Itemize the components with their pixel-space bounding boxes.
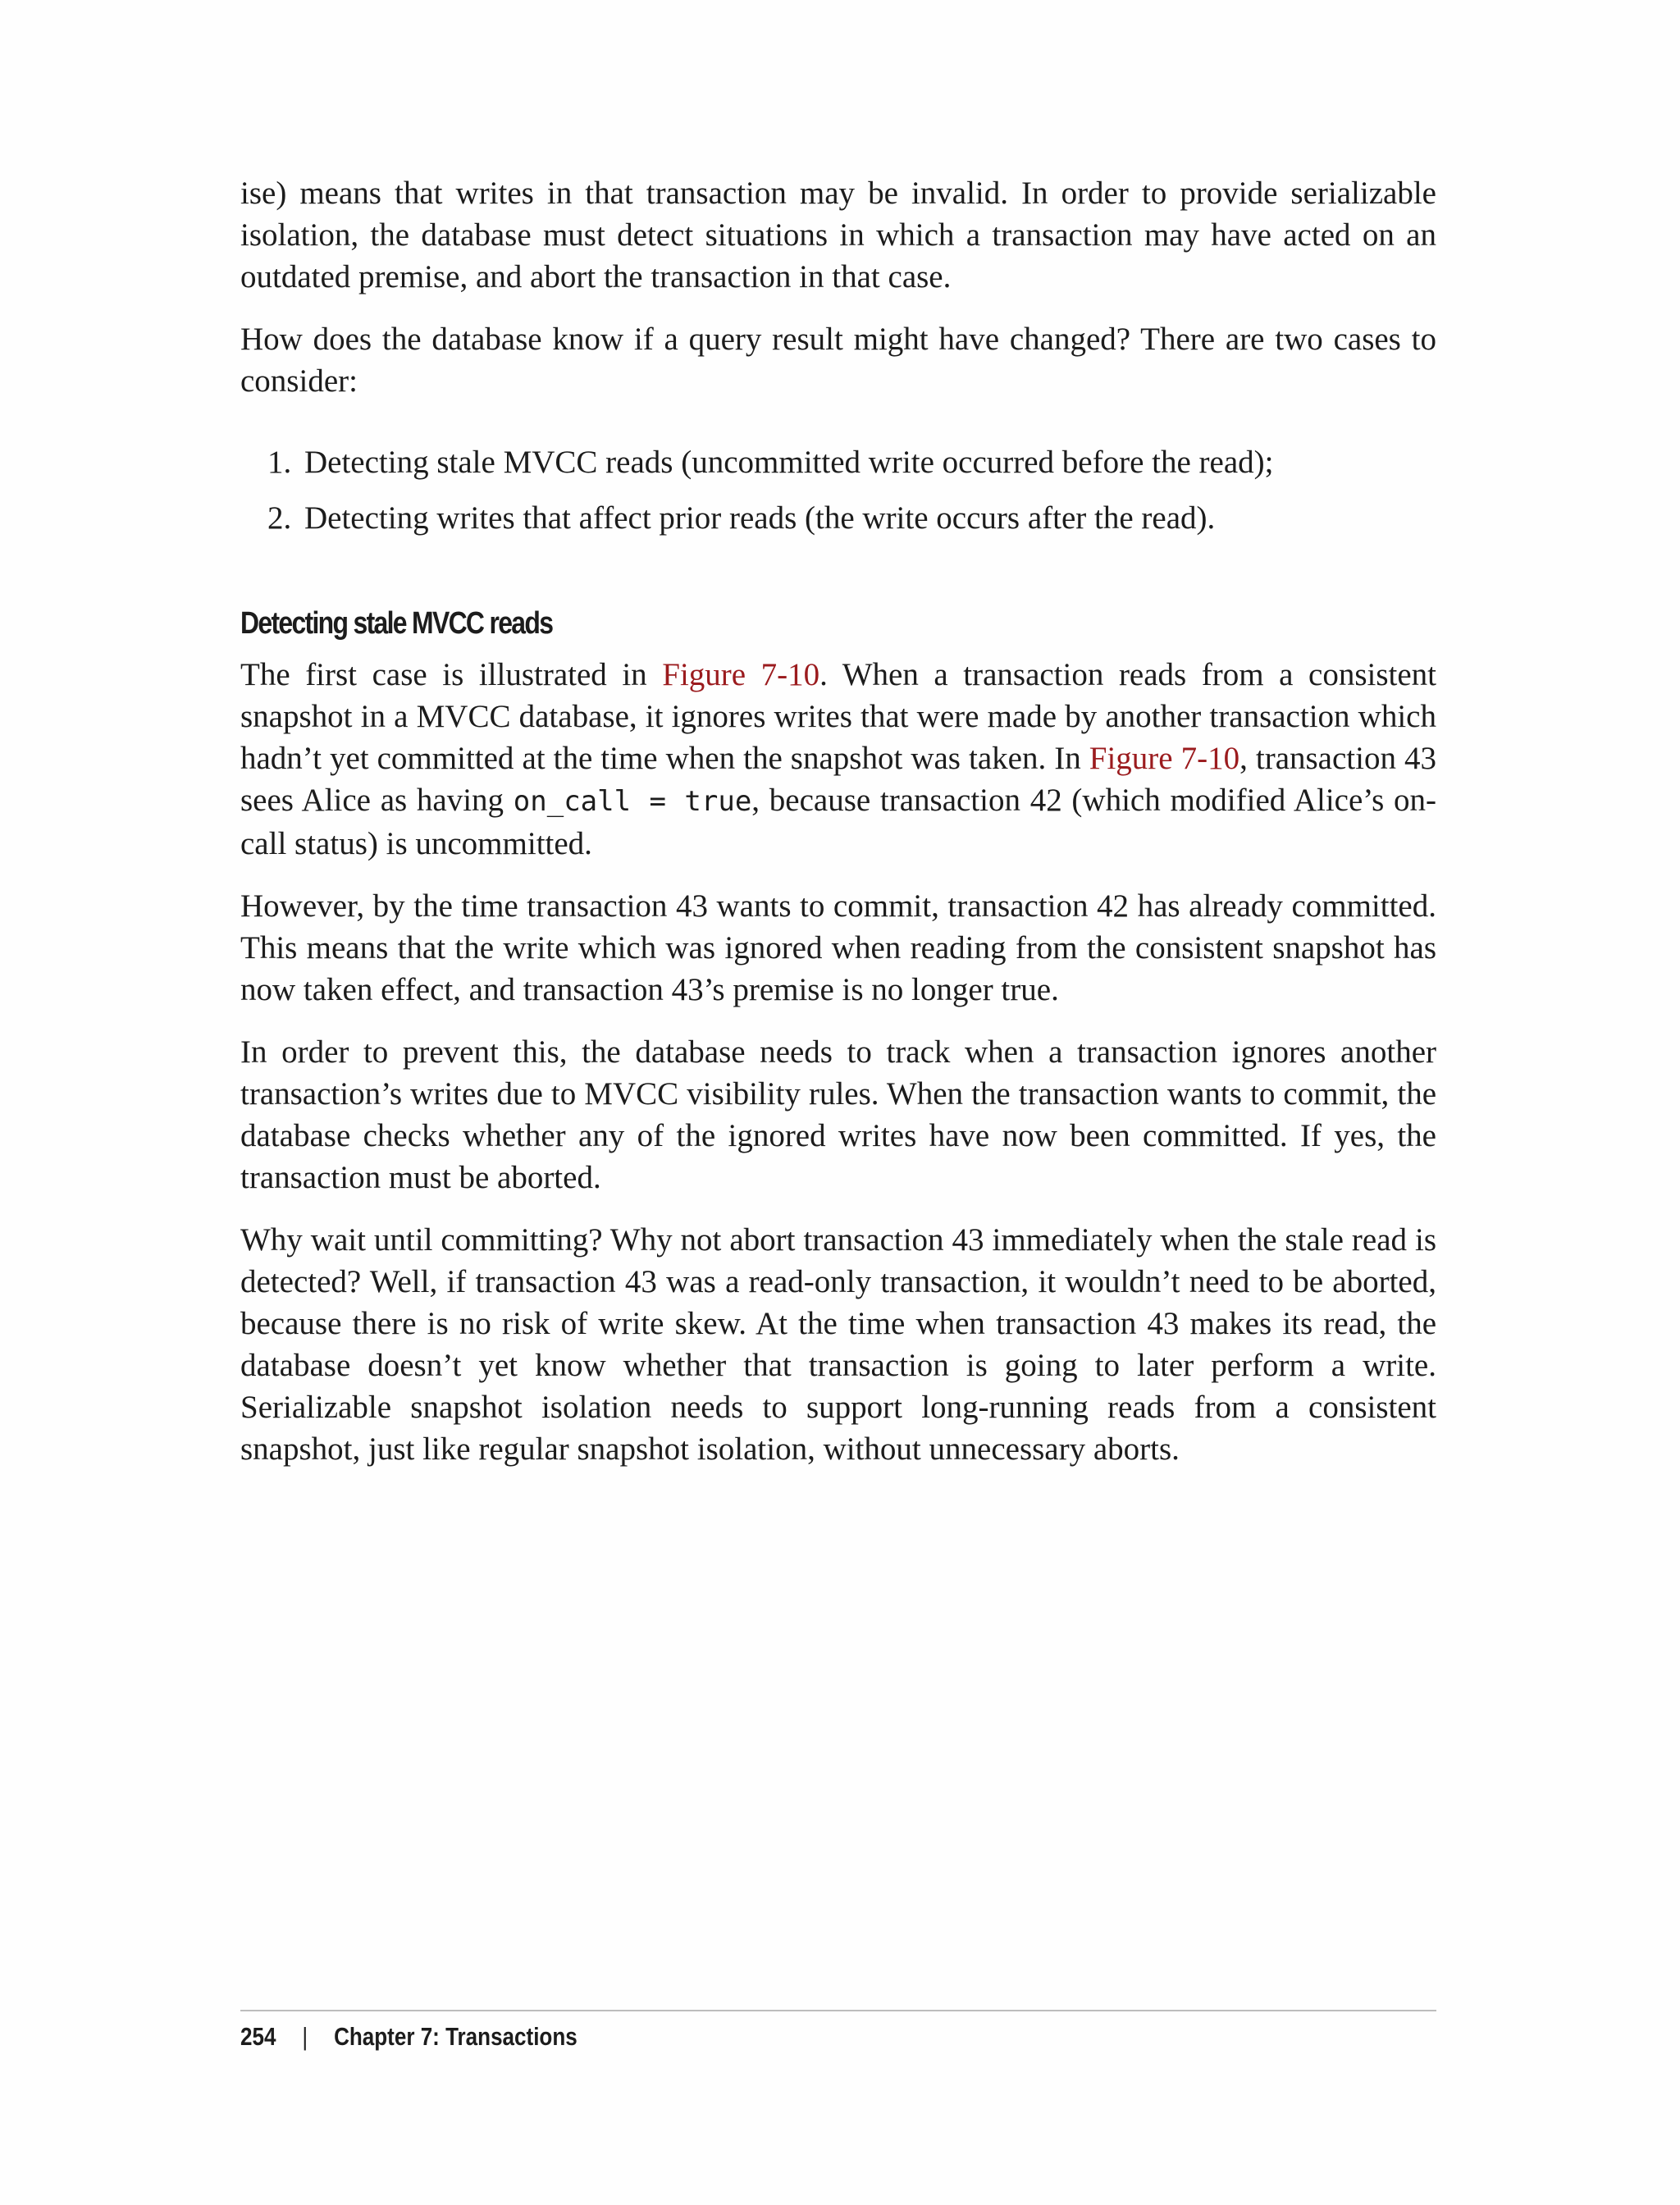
list-item: 1. Detecting stale MVCC reads (uncommitted write occurred before the read); [299,441,1436,483]
text-run: , because transaction 42 (which modified Alice’s on-call status) is uncommitted. [240,783,1436,861]
text-run: , transaction 43 sees Alice as having [240,741,1436,818]
text-run: . When a transaction reads from a consistent snapshot in a MVCC database, it ignores writes that were made by another transaction which hadn’t yet committed at the time when the snapshot was taken. In [240,657,1437,776]
paragraph-serializable-intro: ise) means that writes in that transaction may be invalid. In order to provide serializable isolation, the database must detect situations in which a transaction may have acted on an outdated premise, and abort the transaction in that case. [240,176,1436,294]
paragraph-why-wait: Why wait until committing? Why not abort transaction 43 immediately when the stale read is detected? Well, if transaction 43 was a read-only transaction, it wouldn’t need to be aborted, because there is no risk of write skew. At the time when transaction 43 makes its read, the database doesn’t yet know whether that transaction is going to later perform a write. Serializable snapshot isolation needs to support long-running reads from a consistent snapshot, just like regular snapshot isolation, without unnecessary aborts. [240,1222,1436,1467]
section-heading: Detecting stale MVCC reads [240,606,553,641]
inline-code-on-call: on_call = true [513,785,752,818]
list-item: 2. Detecting writes that affect prior reads (the write occurs after the read). [299,497,1436,539]
paragraph-however: However, by the time transaction 43 wants to commit, transaction 42 has already committed. This means that the write which was ignored when reading from the consistent snapshot has now taken effect, and transaction 43’s premise is no longer true. [240,888,1436,1007]
text-run: The first case is illustrated in [240,657,663,692]
chapter-title: Chapter 7: Transactions [334,2022,578,2051]
paragraph-query-result-question: How does the database know if a query result might have changed? There are two cases to consider: [240,322,1436,399]
cases-list [240,441,1436,539]
page-footer [240,2020,578,2053]
paragraph-prevent: In order to prevent this, the database needs to track when a transaction ignores another transaction’s writes due to MVCC visibility rules. When the transaction wants to commit, the database checks whether any of the ignored writes have now been committed. If yes, the transaction must be aborted. [240,1034,1436,1195]
page-number: 254 [240,2022,276,2051]
paragraph-first-case [240,654,1436,865]
page-body [240,172,1436,1491]
footer-separator: | [302,2022,308,2051]
figure-7-10-link[interactable]: Figure 7-10 [662,657,820,692]
figure-7-10-link[interactable]: Figure 7-10 [1089,741,1240,776]
footer-divider [240,2010,1436,2011]
